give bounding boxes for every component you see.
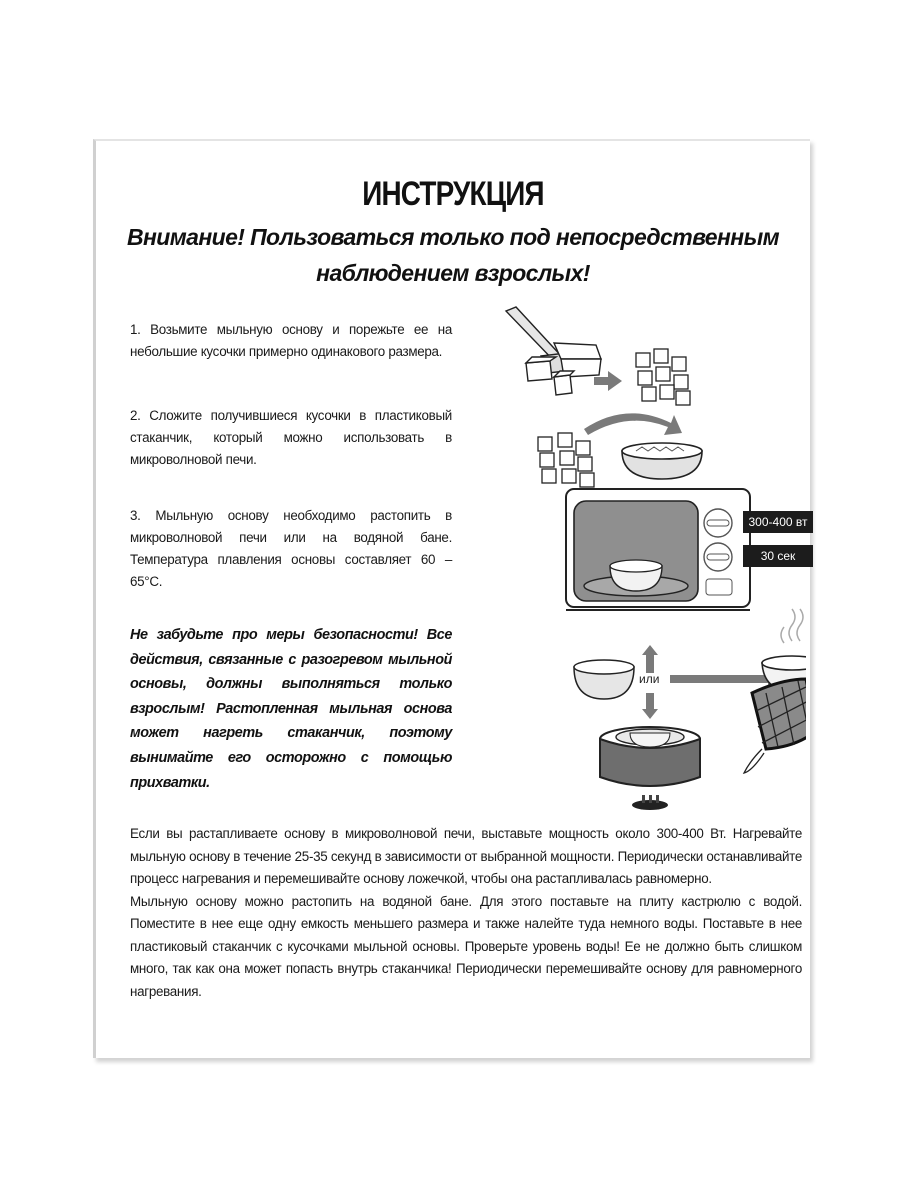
instruction-page	[93, 139, 810, 1058]
warning-line-1: Внимание! Пользоваться только под непосредственным	[126, 224, 780, 250]
page-title: ИНСТРУКЦИЯ	[362, 175, 544, 213]
time-label: 30 сек	[743, 545, 813, 567]
soap-cubes-icon	[538, 433, 594, 487]
water-bath-pot-icon	[600, 727, 700, 786]
water-bath-paragraph: Мыльную основу можно растопить на водяной бане. Для этого поставьте на плиту кастрюлю с водой. Поместите в нее еще одну емкость меньшего размера и также налейте туда немного воды. Поставьте в нее пластиковый стаканчик с кусочками мыльной основы. Проверьте уровень воды! Ее не должно быть слишком много, так как она может попасть внутрь стаканчика! Периодически перемешивайте основу для равномерного нагревания.	[130, 893, 802, 999]
step-2: 2. Сложите получившиеся кусочки в пластиковый стаканчик, который можно использовать в микроволновой печи.	[130, 408, 452, 467]
knife-cutting-soap-icon	[506, 307, 601, 395]
step-1: 1. Возьмите мыльную основу и порежьте ее на небольшие кусочки примерно одинакового размера.	[130, 322, 452, 359]
bowl-with-cubes-icon	[622, 443, 702, 479]
microwave-paragraph: Если вы растапливаете основу в микроволновой печи, выставьте мощность около 300-400 Вт. Нагревайте мыльную основу в течение 25-35 секунд в зависимости от выбранной мощности. Периодически останавливайте процесс нагревания и перемешивайте основу ложечкой, чтобы она растапливалась равномерно.	[130, 826, 802, 886]
microwave-icon	[566, 489, 750, 610]
oven-mitt-icon	[744, 679, 806, 773]
instruction-illustrations	[466, 301, 806, 821]
curved-arrow-icon	[584, 413, 682, 435]
step-3: 3. Мыльную основу необходимо растопить в микроволновой печи или на водяной бане. Температура плавления основы составляет 60 – 65°С.	[130, 508, 452, 589]
body-text	[130, 823, 802, 1003]
bowl-with-cubes-icon	[574, 660, 634, 699]
stove-burner-icon	[632, 795, 668, 810]
safety-note: Не забудьте про меры безопасности! Все действия, связанные с разогревом мыльной основы, должны выполняться только взрослым! Растопленная мыльная основа может нагреть стаканчик, поэтому вынимайте его осторожно с помощью прихватки.	[130, 627, 452, 791]
warning-line-2: наблюдением взрослых!	[316, 260, 590, 286]
power-label: 300-400 вт	[743, 511, 813, 533]
or-label: или	[639, 672, 660, 686]
warning-heading	[96, 219, 810, 291]
soap-cubes-icon	[636, 349, 690, 405]
